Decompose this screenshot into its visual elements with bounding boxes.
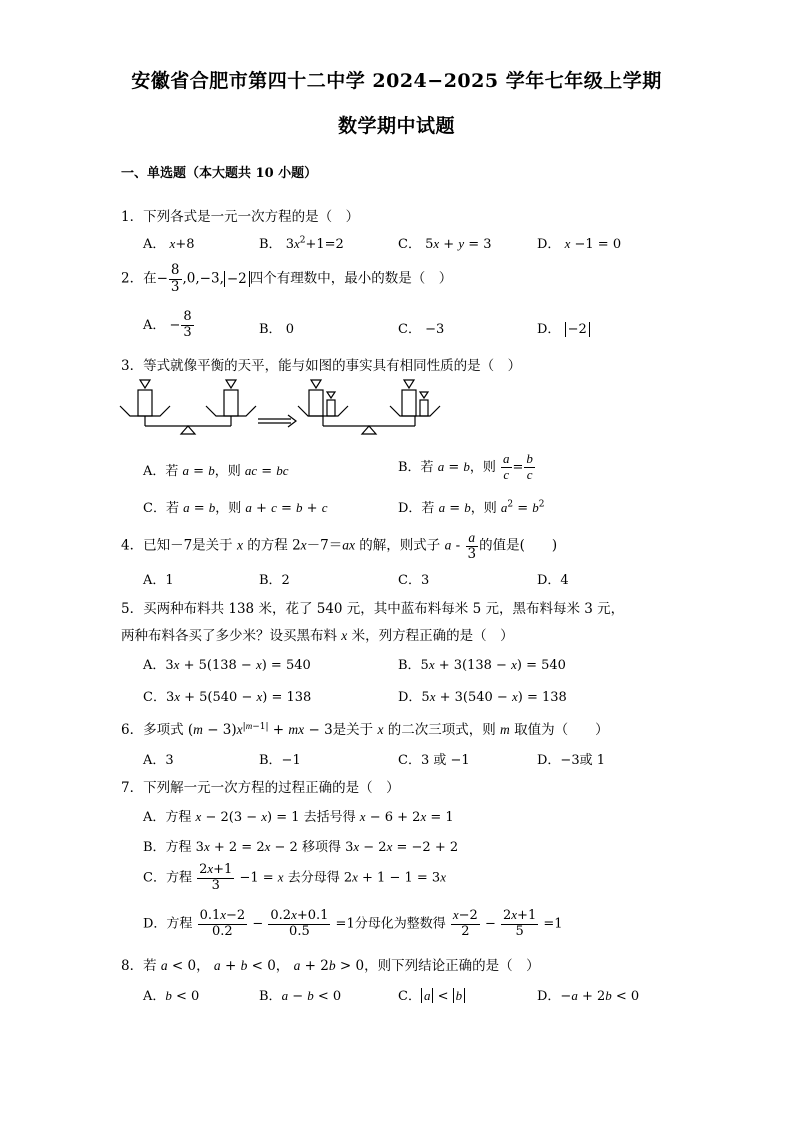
q2-option-c: C． −3	[398, 322, 445, 337]
q5-option-b: B．5x + 3(138 − x) = 540	[398, 657, 566, 673]
question-2-stem: 2．在− $\frac{8}{3}$ ,0,−3, −2 四个有理数中，最小的数是（ ）	[121, 262, 453, 295]
q4-option-a: A．1	[143, 573, 174, 588]
q5-option-c: C．3x + 5(540 − x) = 138	[143, 689, 312, 705]
q8-option-b: B．a − b < 0	[259, 988, 342, 1004]
q1-option-b: B． $3x^2+1=2$	[259, 235, 344, 252]
balance-scale-figure	[118, 376, 448, 440]
q6-option-b: B．−1	[259, 753, 301, 768]
question-1-stem: 1．下列各式是一元一次方程的是（ ）	[121, 209, 360, 225]
q3-option-b: B．若 a = b，则 $\frac{a}{c}$ = $\frac{b}{c}$	[398, 451, 533, 482]
q3-option-c: C．若 a = b，则 a + c = b + c	[143, 500, 328, 516]
q7-option-d: D．方程 $\frac{0.1x-2}{0.2}$ − $\frac{0.2x+0.1}{0.5}$ =1分母化为整数得 $\frac{x-2}{2}$ − $\frac{2x+1}{5}$ =1	[143, 907, 563, 939]
q5-option-d: D．5x + 3(540 − x) = 138	[398, 689, 567, 705]
question-4-stem: 4．已知－7是关于 x 的方程 2x－7＝ax 的解，则式子 a - $\frac{a}{3}$ 的值是( )	[121, 530, 558, 562]
q6-option-a: A．3	[143, 753, 174, 768]
q2-option-a: A． − $\frac{8}{3}$	[143, 309, 192, 340]
q4-option-d: D．4	[537, 573, 569, 588]
question-5-line2: 两种布料各买了多少米？设买黑布料 x 米，列方程正确的是（ ）	[121, 628, 514, 644]
q1-option-c: C． 5x + y = 3	[398, 236, 492, 252]
question-8-stem: 8．若 a < 0， a + b < 0， a + 2b > 0，则下列结论正确的是（ ）	[121, 958, 540, 974]
section-heading: 一、单选题（本大题共 10 小题）	[121, 166, 318, 181]
q8-option-a: A．b < 0	[143, 988, 200, 1004]
question-6-stem: 6．多项式 $(m - 3)x^{|m-1|}$ + mx − 3是关于 x 的二次三项式，则 m 取值为（ ）	[121, 720, 609, 738]
q8-option-c: C． a < b	[398, 985, 465, 1004]
page-title-line1: 安徽省合肥市第四十二中学 2024−2025 学年七年级上学期	[131, 70, 662, 92]
q8-option-d: D．−a + 2b < 0	[537, 988, 640, 1004]
q6-option-d: D．−3或 1	[537, 753, 605, 768]
question-5-line1: 5．买两种布料共 138 米，花了 540 元，其中蓝布料每米 5 元，黑布料每米 3 元，	[121, 601, 625, 617]
q7-option-b: B．方程 3x + 2 = 2x − 2 移项得 3x − 2x = −2 + 2	[143, 839, 459, 855]
q7-option-a: A．方程 x − 2(3 − x) = 1 去括号得 x − 6 + 2x = 1	[143, 809, 454, 825]
q3-option-a: A．若 a = b，则 ac = bc	[143, 463, 289, 479]
question-7-stem: 7．下列解一元一次方程的过程正确的是（ ）	[121, 780, 400, 796]
q5-option-a: A．3x + 5(138 − x) = 540	[143, 657, 311, 673]
q4-option-b: B．2	[259, 573, 290, 588]
q1-option-a: A． x+8	[143, 236, 195, 252]
q4-option-c: C．3	[398, 573, 430, 588]
question-3-stem: 3．等式就像平衡的天平，能与如图的事实具有相同性质的是（ ）	[121, 358, 522, 374]
q7-option-c: C．方程 $\frac{2x+1}{3}$ −1 = x 去分母得 2x + 1 − 1 = 3x	[143, 861, 446, 893]
q6-option-c: C．3 或 −1	[398, 753, 470, 768]
q1-option-d: D． x −1 = 0	[537, 236, 622, 252]
page-title-line2: 数学期中试题	[337, 115, 455, 137]
q2-option-d: D． −2	[537, 318, 590, 337]
q3-option-d: D．若 a = b，则 $a^2 = b^2$	[398, 499, 545, 516]
q2-option-b: B． 0	[259, 322, 294, 337]
